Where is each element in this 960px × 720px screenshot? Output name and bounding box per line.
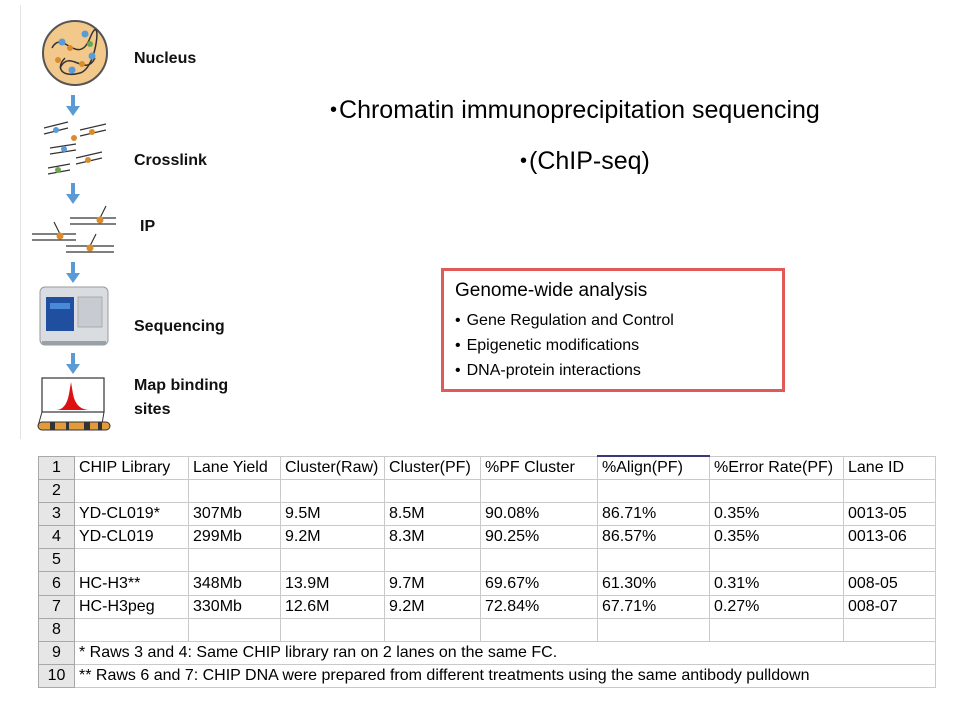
row-number[interactable]: 9 xyxy=(39,641,75,664)
binding-peak-chromosome-icon xyxy=(36,376,116,434)
column-header[interactable]: %PF Cluster xyxy=(481,456,598,480)
table-cell[interactable]: 9.5M xyxy=(281,503,385,526)
table-cell[interactable]: 8.5M xyxy=(385,503,481,526)
table-cell[interactable] xyxy=(481,549,598,572)
table-row xyxy=(39,549,936,572)
table-cell[interactable]: 299Mb xyxy=(189,526,281,549)
table-cell[interactable]: 86.71% xyxy=(598,503,710,526)
table-cell[interactable] xyxy=(75,480,189,503)
table-cell[interactable]: 0.35% xyxy=(710,503,844,526)
row-number[interactable]: 1 xyxy=(39,456,75,480)
nucleus-icon xyxy=(40,18,110,88)
row-number[interactable]: 3 xyxy=(39,503,75,526)
crosslink-dna-icon xyxy=(40,118,112,180)
workflow-divider xyxy=(20,5,21,439)
genome-box-item: • DNA-protein interactions xyxy=(455,358,674,383)
table-cell[interactable]: 008-05 xyxy=(844,572,936,595)
table-cell[interactable]: 0.27% xyxy=(710,595,844,618)
table-cell[interactable] xyxy=(189,480,281,503)
table-row xyxy=(39,618,936,641)
table-cell[interactable] xyxy=(844,618,936,641)
table-cell[interactable]: 9.7M xyxy=(385,572,481,595)
table-cell[interactable] xyxy=(598,549,710,572)
table-cell[interactable]: 0013-06 xyxy=(844,526,936,549)
genome-box-list xyxy=(455,308,674,383)
table-cell[interactable] xyxy=(844,480,936,503)
table-cell[interactable] xyxy=(281,618,385,641)
genome-box-item: • Gene Regulation and Control xyxy=(455,308,674,333)
table-cell[interactable]: 61.30% xyxy=(598,572,710,595)
arrow-down-icon xyxy=(65,353,81,375)
genome-analysis-box xyxy=(441,268,785,392)
table-row xyxy=(39,503,936,526)
table-row xyxy=(39,526,936,549)
subtitle-bullet: • xyxy=(520,150,528,172)
table-cell[interactable]: 12.6M xyxy=(281,595,385,618)
table-cell[interactable]: 0013-05 xyxy=(844,503,936,526)
title-line1: Chromatin immunoprecipitation sequencing xyxy=(339,96,820,124)
step-label-nucleus: Nucleus xyxy=(134,50,197,67)
table-cell[interactable] xyxy=(710,618,844,641)
table-row xyxy=(39,595,936,618)
sequencer-icon xyxy=(38,285,110,349)
row-number[interactable]: 4 xyxy=(39,526,75,549)
table-cell[interactable]: 13.9M xyxy=(281,572,385,595)
table-cell[interactable]: YD-CL019 xyxy=(75,526,189,549)
table-row xyxy=(39,572,936,595)
row-number[interactable]: 10 xyxy=(39,664,75,687)
arrow-down-icon xyxy=(65,262,81,284)
genome-box-item: • Epigenetic modifications xyxy=(455,333,674,358)
table-note-row xyxy=(39,664,936,687)
arrow-down-icon xyxy=(65,95,81,117)
table-cell[interactable] xyxy=(75,618,189,641)
table-cell[interactable]: YD-CL019* xyxy=(75,503,189,526)
table-cell[interactable] xyxy=(481,618,598,641)
table-cell[interactable]: 90.25% xyxy=(481,526,598,549)
column-header[interactable]: %Align(PF) xyxy=(598,456,710,480)
table-cell[interactable] xyxy=(385,549,481,572)
table-cell[interactable] xyxy=(598,618,710,641)
table-note-cell[interactable]: * Raws 3 and 4: Same CHIP library ran on 2 lanes on the same FC. xyxy=(75,641,936,664)
column-header[interactable]: Cluster(Raw) xyxy=(281,456,385,480)
table-cell[interactable]: 8.3M xyxy=(385,526,481,549)
genome-box-heading: Genome-wide analysis xyxy=(455,280,648,301)
table-cell[interactable]: HC-H3peg xyxy=(75,595,189,618)
table-cell[interactable]: 86.57% xyxy=(598,526,710,549)
results-spreadsheet xyxy=(38,455,936,688)
table-cell[interactable]: 9.2M xyxy=(281,526,385,549)
table-cell[interactable]: 348Mb xyxy=(189,572,281,595)
table-cell[interactable] xyxy=(710,549,844,572)
table-cell[interactable] xyxy=(281,480,385,503)
table-cell[interactable] xyxy=(75,549,189,572)
table-note-cell[interactable]: ** Raws 6 and 7: CHIP DNA were prepared from different treatments using the same antibody pulldown xyxy=(75,664,936,687)
table-cell[interactable] xyxy=(481,480,598,503)
step-label-map-binding-sites: Map binding sites xyxy=(134,377,229,418)
ip-dna-antibody-icon xyxy=(30,202,120,256)
row-number[interactable]: 6 xyxy=(39,572,75,595)
table-cell[interactable]: 72.84% xyxy=(481,595,598,618)
page-subtitle xyxy=(520,145,650,177)
table-cell[interactable]: 307Mb xyxy=(189,503,281,526)
step-label-crosslink: Crosslink xyxy=(134,152,207,169)
table-cell[interactable] xyxy=(598,480,710,503)
table-cell[interactable] xyxy=(710,480,844,503)
table-cell[interactable]: 69.67% xyxy=(481,572,598,595)
column-header[interactable]: Lane ID xyxy=(844,456,936,480)
row-number[interactable]: 5 xyxy=(39,549,75,572)
table-cell[interactable] xyxy=(189,618,281,641)
table-cell[interactable]: 330Mb xyxy=(189,595,281,618)
table-cell[interactable]: 90.08% xyxy=(481,503,598,526)
table-cell[interactable]: 0.31% xyxy=(710,572,844,595)
row-number[interactable]: 7 xyxy=(39,595,75,618)
table-cell[interactable]: HC-H3** xyxy=(75,572,189,595)
column-header[interactable]: Cluster(PF) xyxy=(385,456,481,480)
table-cell[interactable] xyxy=(385,618,481,641)
column-header[interactable]: Lane Yield xyxy=(189,456,281,480)
step-label-ip: IP xyxy=(140,218,156,235)
table-cell[interactable]: 9.2M xyxy=(385,595,481,618)
row-number[interactable]: 2 xyxy=(39,480,75,503)
table-cell[interactable] xyxy=(844,549,936,572)
column-header[interactable]: %Error Rate(PF) xyxy=(710,456,844,480)
table-header-row xyxy=(39,456,936,480)
table-note-row xyxy=(39,641,936,664)
table-cell[interactable] xyxy=(189,549,281,572)
table-cell[interactable] xyxy=(281,549,385,572)
title-bullet: • xyxy=(330,99,338,121)
table-cell[interactable]: 67.71% xyxy=(598,595,710,618)
table-cell[interactable]: 008-07 xyxy=(844,595,936,618)
title-line2: (ChIP-seq) xyxy=(529,147,650,175)
page-title xyxy=(330,94,870,126)
step-label-sequencing: Sequencing xyxy=(134,318,225,335)
row-number[interactable]: 8 xyxy=(39,618,75,641)
table-cell[interactable] xyxy=(385,480,481,503)
column-header[interactable]: CHIP Library xyxy=(75,456,189,480)
table-row xyxy=(39,480,936,503)
table-cell[interactable]: 0.35% xyxy=(710,526,844,549)
